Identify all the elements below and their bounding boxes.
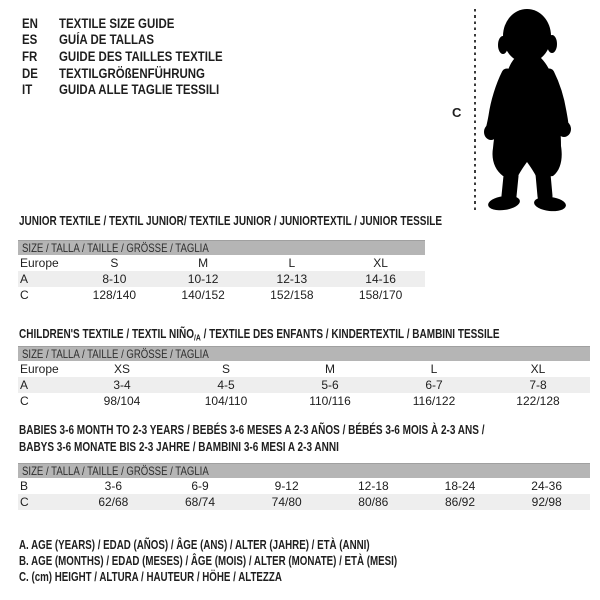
table-cell: 104/110	[204, 394, 248, 408]
table-cell: M	[325, 362, 335, 376]
table-cell: S	[221, 362, 230, 376]
row-label: Europe	[20, 256, 59, 270]
row-label: C	[20, 495, 29, 509]
table-cell: L	[430, 362, 438, 376]
table-cell: 122/128	[516, 394, 560, 408]
table-cell: 68/74	[184, 495, 215, 509]
size-header-label: SIZE / TALLA / TAILLE / GRÖSSE / TAGLIA	[22, 241, 209, 255]
language-row	[22, 65, 252, 82]
language-code: IT	[22, 82, 33, 98]
table-cell: 110/116	[309, 394, 351, 408]
size-header-label: SIZE / TALLA / TAILLE / GRÖSSE / TAGLIA	[22, 464, 209, 478]
row-label: B	[20, 479, 29, 493]
table-row-europe	[18, 361, 590, 377]
table-cell: 12-13	[276, 272, 308, 286]
table-cell: 8-10	[102, 272, 127, 286]
table-cell: 10-12	[187, 272, 219, 286]
footnote-age-months: B. AGE (MONTHS) / EDAD (MESES) / ÂGE (MOIS) / ALTER (MONATE) / ETÀ (MESI)	[19, 553, 398, 568]
table-cell: 6-7	[425, 378, 443, 392]
babies-size-table	[18, 463, 590, 510]
language-code: FR	[22, 48, 38, 64]
table-cell: XL	[530, 362, 546, 376]
table-cell: 80/86	[358, 495, 389, 509]
table-cell: 14-16	[365, 272, 396, 286]
height-dotted-line	[474, 9, 476, 210]
table-cell: 92/98	[531, 495, 562, 509]
title-subscript: /A	[193, 332, 201, 343]
table-cell: L	[288, 256, 296, 270]
table-row-height	[18, 393, 590, 409]
children-table-title: CHILDREN'S TEXTILE / TEXTIL $NIÑO_{/A}$ / TEXTILE DES ENFANTS / KINDERTEXTIL / BAMBINI TESSILE	[19, 327, 500, 343]
language-label: TEXTILGRÖßENFÜHRUNG	[59, 65, 205, 81]
height-marker-label: C	[452, 105, 462, 120]
table-cell: 62/68	[98, 495, 129, 509]
size-header-bar	[18, 463, 590, 478]
table-cell: 24-36	[531, 479, 562, 493]
size-header-label: SIZE / TALLA / TAILLE / GRÖSSE / TAGLIA	[22, 347, 209, 361]
baby-silhouette-image	[479, 6, 591, 212]
table-row-height	[18, 494, 590, 510]
footnote-age-years: A. AGE (YEARS) / EDAD (AÑOS) / ÂGE (ANS) / ALTER (JAHRE) / ETÀ (ANNI)	[19, 537, 370, 552]
table-row-europe	[18, 255, 425, 271]
table-cell: 116/122	[412, 394, 456, 408]
table-cell: 4-5	[217, 378, 235, 392]
language-row	[22, 15, 252, 32]
language-label: GUIDE DES TAILLES TEXTILE	[59, 48, 223, 64]
language-code: DE	[22, 65, 38, 81]
table-cell: 158/170	[358, 288, 403, 302]
row-label: Europe	[20, 362, 59, 376]
table-cell: 74/80	[271, 495, 302, 509]
language-row	[22, 81, 252, 98]
table-cell: 98/104	[103, 394, 141, 408]
language-label: TEXTILE SIZE GUIDE	[59, 15, 175, 31]
babies-table-title: BABIES 3-6 MONTH TO 2-3 YEARS / BEBÉS 3-6 MESES A 2-3 AÑOS / BÉBÉS 3-6 MOIS À 2-3 ANS / BABYS 3-6 MONATE BIS 2-3 JAHRE / BAMBINI 3-6 MESI A 2-3 ANNI	[19, 423, 485, 454]
row-label: C	[20, 394, 29, 408]
table-cell: 3-6	[104, 479, 122, 493]
table-row-height	[18, 287, 425, 303]
children-size-table	[18, 346, 590, 409]
baby-head	[503, 9, 551, 63]
size-header-bar	[18, 346, 590, 361]
table-cell: XL	[373, 256, 388, 270]
table-cell: 18-24	[444, 479, 476, 493]
junior-size-table	[18, 240, 425, 303]
language-code: EN	[22, 15, 38, 31]
language-code: ES	[22, 32, 38, 48]
language-label: GUIDA ALLE TAGLIE TESSILI	[59, 82, 220, 98]
table-cell: 5-6	[321, 378, 339, 392]
table-row-age-months	[18, 478, 590, 494]
table-cell: 140/152	[181, 288, 225, 302]
size-header-bar	[18, 240, 425, 255]
table-row-age	[18, 377, 590, 393]
language-row	[22, 32, 252, 49]
table-cell: 7-8	[529, 378, 547, 392]
footnote-height-cm: C. (cm) HEIGHT / ALTURA / HAUTEUR / HÖHE / ALTEZZA	[19, 569, 282, 584]
table-cell: 152/158	[270, 288, 314, 302]
row-label: A	[20, 378, 29, 392]
table-cell: 128/140	[92, 288, 137, 302]
table-cell: 9-12	[274, 479, 299, 493]
language-label: GUÍA DE TALLAS	[59, 32, 154, 48]
table-cell: 12-18	[357, 479, 389, 493]
table-cell: 6-9	[191, 479, 209, 493]
junior-table-title: JUNIOR TEXTILE / TEXTIL JUNIOR/ TEXTILE JUNIOR / JUNIORTEXTIL / JUNIOR TESSILE	[19, 214, 443, 228]
table-row-age	[18, 271, 425, 287]
row-label: C	[20, 288, 29, 302]
language-row	[22, 48, 252, 65]
table-cell: 3-4	[113, 378, 131, 392]
table-cell: M	[198, 256, 209, 270]
table-cell: XS	[113, 362, 130, 376]
row-label: A	[20, 272, 29, 286]
table-cell: 86/92	[444, 495, 475, 509]
language-header	[22, 15, 252, 98]
table-cell: S	[110, 256, 119, 270]
